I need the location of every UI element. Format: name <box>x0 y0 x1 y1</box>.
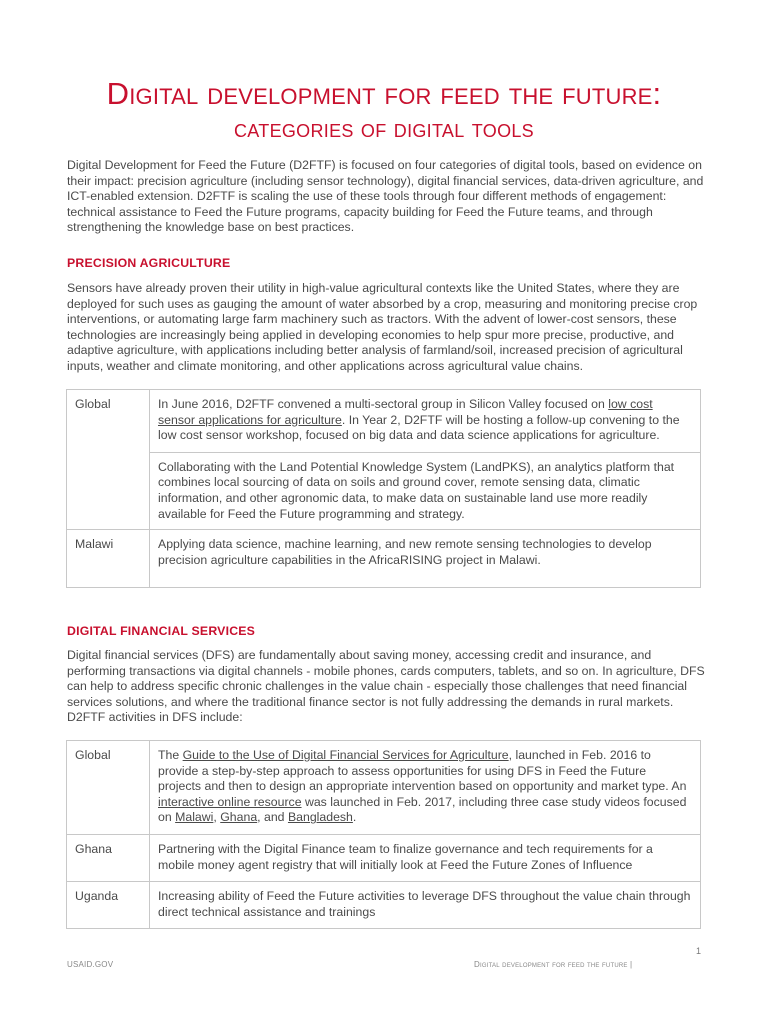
activity-text: . In Year 2, D2FTF will be hosting a follow-up convening to the low cost sensor workshop, focused on big data and data science applications for agriculture. <box>158 412 680 443</box>
section-heading-digital-financial-services: DIGITAL FINANCIAL SERVICES <box>67 624 256 638</box>
country-cell-malawi: Malawi <box>67 530 150 588</box>
activity-text: , <box>213 810 221 825</box>
country-cell-uganda: Uganda <box>67 882 150 929</box>
table-row <box>67 882 701 929</box>
activity-cell <box>150 390 701 453</box>
page-subtitle: categories of digital tools <box>234 115 534 143</box>
precision-agriculture-paragraph: Sensors have already proven their utility in high-value agricultural contexts like the United States, where they are deployed for such uses as gauging the amount of water absorbed by a crop, measuring and monitoring precise crop interventions, or automating large farm machinery such as tractors. With the advent of lower-cost sensors, these technologies are increasingly being applied in developing economies to help spur more precise, productive, and adaptive agriculture, with applications including better analysis of farmland/soil, increased precision of agricultural inputs, weather and climate monitoring, and other applications across agricultural value chains. <box>67 281 698 373</box>
intro-paragraph: Digital Development for Feed the Future (D2FTF) is focused on four categories of digital tools, based on evidence on their impact: precision agriculture (including sensor technology), digital financial services, data-driven agriculture, and ICT-enabled extension. D2FTF is scaling the use of these tools through four different methods of engagement: technical assistance to Feed the Future programs, capacity building for Feed the Future teams, and through strengthening the knowledge base on best practices. <box>67 158 704 235</box>
activity-cell: Partnering with the Digital Finance team to finalize governance and tech requirements for a mobile money agent registry that will initially look at Feed the Future Zones of Influence <box>150 834 701 881</box>
activity-text: In June 2016, D2FTF convened a multi-sectoral group in Silicon Valley focused on <box>158 397 609 411</box>
page-title: Digital development for feed the future: <box>106 76 662 111</box>
malawi-video-link[interactable]: Malawi <box>175 810 214 825</box>
table-row <box>67 741 701 835</box>
section-heading-precision-agriculture: PRECISION AGRICULTURE <box>67 256 231 270</box>
page-number: 1 <box>696 946 702 956</box>
activity-text: , and <box>257 810 288 825</box>
table-row <box>67 390 701 453</box>
activity-cell: Increasing ability of Feed the Future activities to leverage DFS throughout the value chain through direct technical assistance and trainings <box>150 882 701 929</box>
ghana-video-link[interactable]: Ghana <box>220 810 258 825</box>
activity-cell: Collaborating with the Land Potential Knowledge System (LandPKS), an analytics platform that combines local sourcing of data on soils and ground cover, remote sensing data, climatic information, and other agronomic data, to make data on sustainable land use more readily available for Feed the Future programming and strategy. <box>150 452 701 529</box>
country-cell-global: Global <box>67 390 150 530</box>
table-row <box>67 452 701 529</box>
activity-text: was launched in Feb. 2017, including three case study videos focused on <box>158 794 687 825</box>
country-cell-global: Global <box>67 741 150 835</box>
dfs-table <box>66 740 701 929</box>
activity-text: , launched in Feb. 2016 to provide a step-by-step approach to assess opportunities for using DFS in Feed the Future projects and then to design an appropriate intervention based on opportunity and market type. An <box>158 748 687 794</box>
dfs-guide-link[interactable]: Guide to the Use of Digital Financial Services for Agriculture <box>182 748 509 762</box>
activity-text: The <box>158 748 183 762</box>
interactive-resource-link[interactable]: interactive online resource <box>158 794 302 809</box>
dfs-paragraph: Digital financial services (DFS) are fundamentally about saving money, accessing credit and insurance, and performing transactions via digital channels - mobile phones, cards computers, tablets, and so on. In agriculture, DFS can help to address specific chronic challenges in the value chain - especially those challenges that need financial services solutions, and where the traditional finance sector is not fully addressing the demands in rural markets. D2FTF activities in DFS include: <box>67 648 705 725</box>
table-row <box>67 834 701 881</box>
precision-agriculture-table <box>66 389 701 588</box>
activity-text: . <box>352 810 357 825</box>
activity-cell <box>150 741 701 835</box>
activity-cell: Applying data science, machine learning, and new remote sensing technologies to develop precision agriculture capabilities in the AfricaRISING project in Malawi. <box>150 530 701 588</box>
country-cell-ghana: Ghana <box>67 834 150 881</box>
bangladesh-video-link[interactable]: Bangladesh <box>287 810 353 825</box>
low-cost-sensor-link[interactable]: low cost sensor applications for agriculture <box>158 397 653 427</box>
table-row <box>67 530 701 588</box>
footer-title: Digital development for feed the future | <box>474 960 633 969</box>
footer-website: USAID.GOV <box>67 960 114 969</box>
